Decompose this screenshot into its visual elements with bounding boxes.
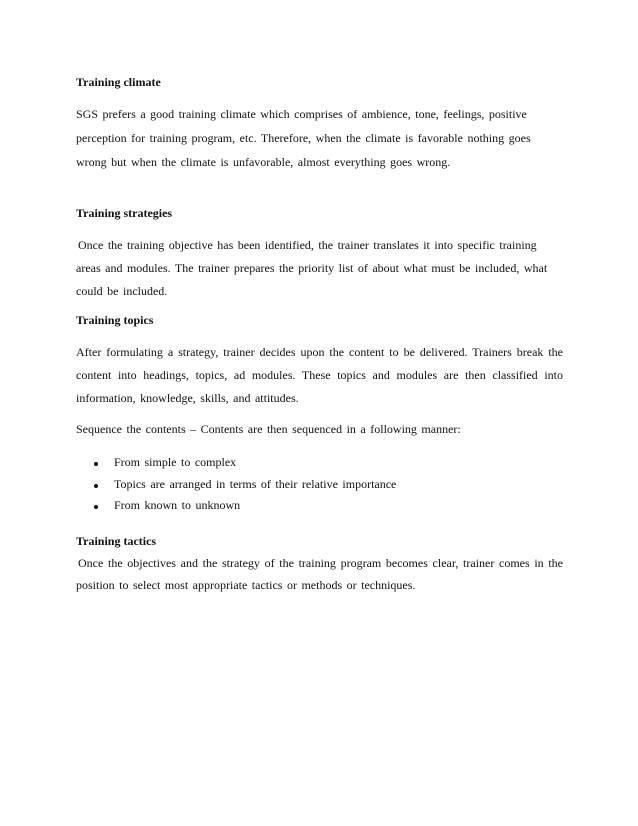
heading-training-topics: Training topics <box>76 313 154 327</box>
topics-paragraph-line-2: content into headings, topics, ad modules. These topics and modules are then classified into <box>76 368 563 382</box>
heading-training-tactics: Training tactics <box>76 534 157 548</box>
list-item-text: From known to unknown <box>114 498 241 512</box>
tactics-paragraph-line-2: position to select most appropriate tactics or methods or techniques. <box>76 578 416 592</box>
strategies-paragraph-line-3: could be included. <box>76 284 168 298</box>
heading-training-strategies: Training strategies <box>76 206 173 220</box>
sequence-contents-line: Sequence the contents – Contents are then sequenced in a following manner: <box>76 422 461 436</box>
topics-paragraph-line-1: After formulating a strategy, trainer decides upon the content to be delivered. Trainers break the <box>76 345 563 359</box>
bullet-icon <box>94 484 98 488</box>
bullet-icon <box>94 462 98 466</box>
heading-training-climate: Training climate <box>76 75 161 89</box>
tactics-paragraph-line-1: Once the objectives and the strategy of the training program becomes clear, trainer comes in the <box>78 556 563 570</box>
climate-paragraph-line-1: SGS prefers a good training climate which comprises of ambience, tone, feelings, positive <box>76 107 527 121</box>
list-item-text: From simple to complex <box>114 455 237 469</box>
list-item-text: Topics are arranged in terms of their relative importance <box>114 477 397 491</box>
bullet-icon <box>94 505 98 509</box>
topics-paragraph-line-3: information, knowledge, skills, and attitudes. <box>76 391 299 405</box>
climate-paragraph-line-2: perception for training program, etc. Therefore, when the climate is favorable nothing goes <box>76 131 531 145</box>
climate-paragraph-line-3: wrong but when the climate is unfavorable, almost everything goes wrong. <box>76 155 451 169</box>
strategies-paragraph-line-2: areas and modules. The trainer prepares the priority list of about what must be included, what <box>76 261 548 275</box>
strategies-paragraph-line-1: Once the training objective has been identified, the trainer translates it into specific training <box>78 238 537 252</box>
